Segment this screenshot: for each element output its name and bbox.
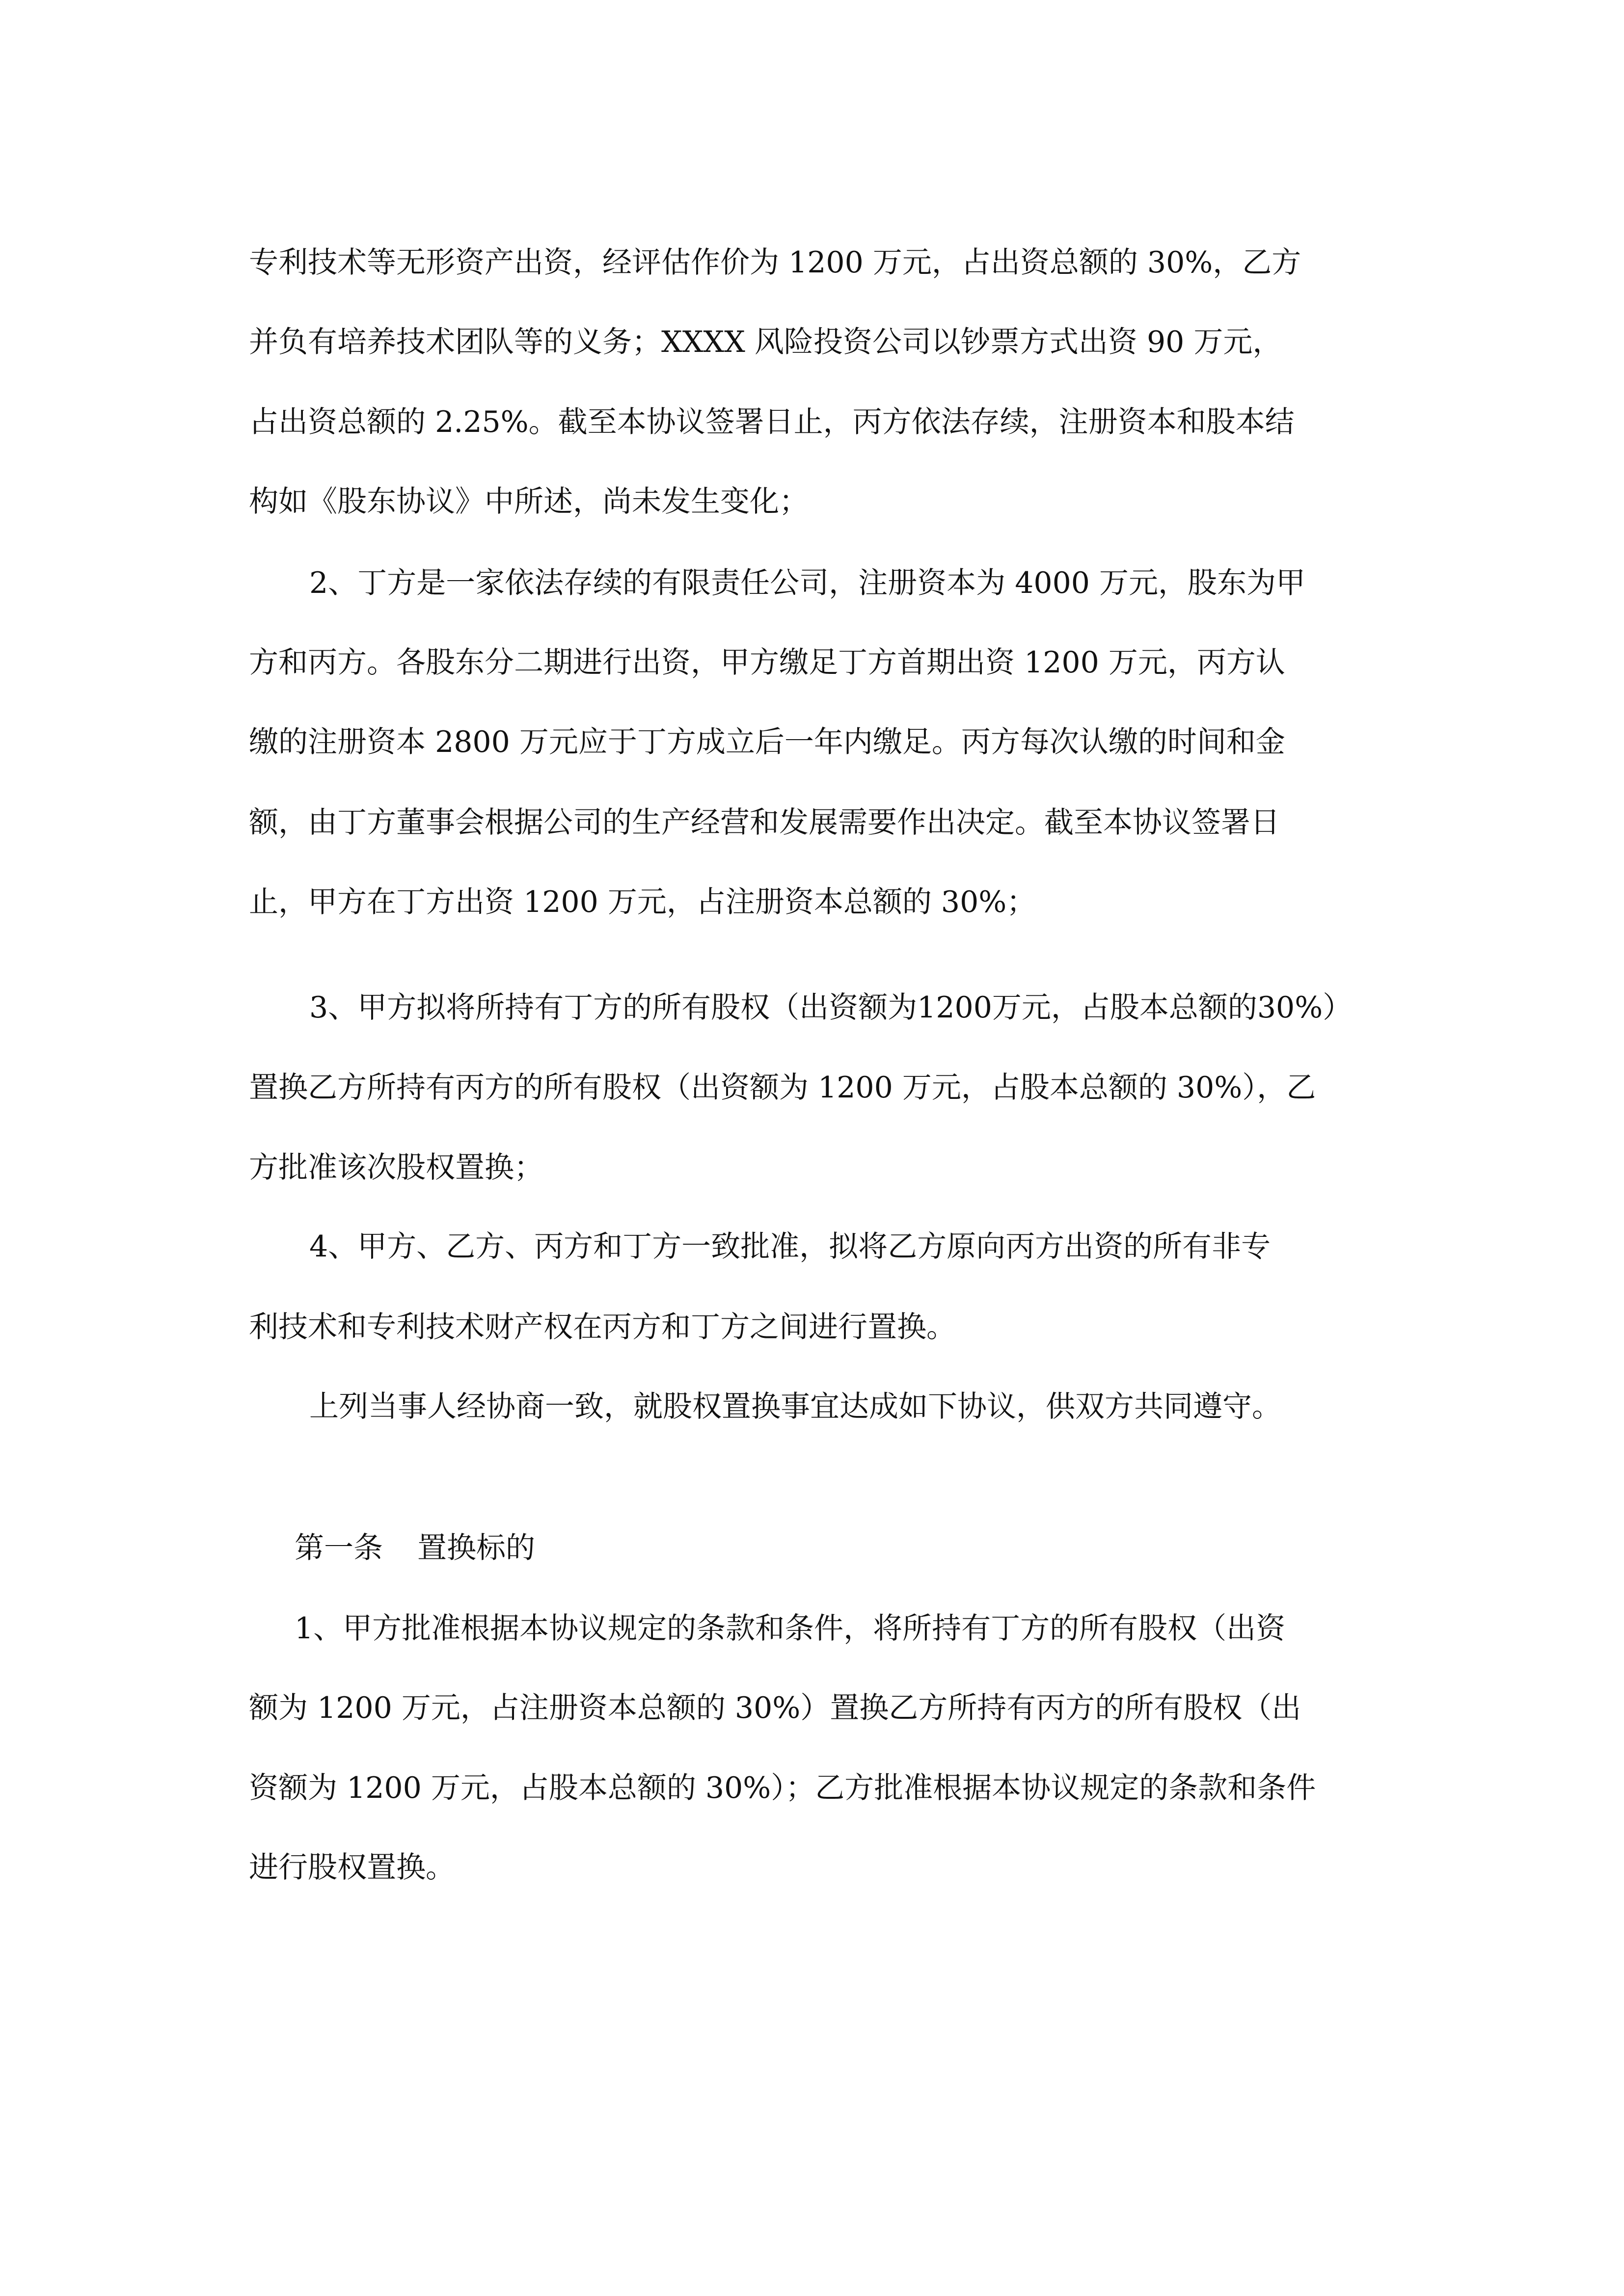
paragraph-line: 止，甲方在丁方出资 1200 万元，占注册资本总额的 30%； (249, 885, 1036, 919)
paragraph-line: 专利技术等无形资产出资，经评估作价为 1200 万元，占出资总额的 30%，乙方 (249, 245, 1301, 280)
paragraph-line: 缴的注册资本 2800 万元应于丁方成立后一年内缴足。丙方每次认缴的时间和金 (249, 725, 1285, 759)
article-clause-line: 1、甲方批准根据本协议规定的条款和条件，将所持有丁方的所有股权（出资 (295, 1611, 1286, 1646)
paragraph-line: 置换乙方所持有丙方的所有股权（出资额为 1200 万元，占股本总额的 30%），乙 (249, 1070, 1316, 1105)
paragraph-line: 方批准该次股权置换； (249, 1150, 543, 1185)
article-clause-line: 资额为 1200 万元，占股本总额的 30%）；乙方批准根据本协议规定的条款和条件 (249, 1771, 1316, 1805)
article-heading (295, 1528, 535, 1568)
article-number: 第一条 (295, 1531, 383, 1565)
paragraph-line: 2、丁方是一家依法存续的有限责任公司，注册资本为 4000 万元，股东为甲 (309, 566, 1306, 600)
article-title: 置换标的 (417, 1531, 535, 1565)
paragraph-line: 占出资总额的 2.25%。截至本协议签署日止，丙方依法存续，注册资本和股本结 (249, 405, 1295, 439)
paragraph-line: 方和丙方。各股东分二期进行出资，甲方缴足丁方首期出资 1200 万元，丙方认 (249, 645, 1285, 680)
article-clause-line: 进行股权置换。 (249, 1850, 455, 1885)
paragraph-line: 构如《股东协议》中所述，尚未发生变化； (249, 484, 809, 519)
article-clause-line: 额为 1200 万元，占注册资本总额的 30%）置换乙方所持有丙方的所有股权（出 (249, 1691, 1301, 1725)
paragraph-line: 3、甲方拟将所持有丁方的所有股权（出资额为1200万元，占股本总额的30%） (309, 990, 1353, 1025)
paragraph-line: 额，由丁方董事会根据公司的生产经营和发展需要作出决定。截至本协议签署日 (249, 805, 1280, 840)
paragraph-line: 利技术和专利技术财产权在丙方和丁方之间进行置换。 (249, 1310, 956, 1344)
paragraph-line: 上列当事人经协商一致，就股权置换事宜达成如下协议，供双方共同遵守。 (309, 1389, 1281, 1424)
paragraph-line: 并负有培养技术团队等的义务；XXXX 风险投资公司以钞票方式出资 90 万元， (249, 325, 1282, 359)
paragraph-line: 4、甲方、乙方、丙方和丁方一致批准，拟将乙方原向丙方出资的所有非专 (309, 1229, 1271, 1264)
